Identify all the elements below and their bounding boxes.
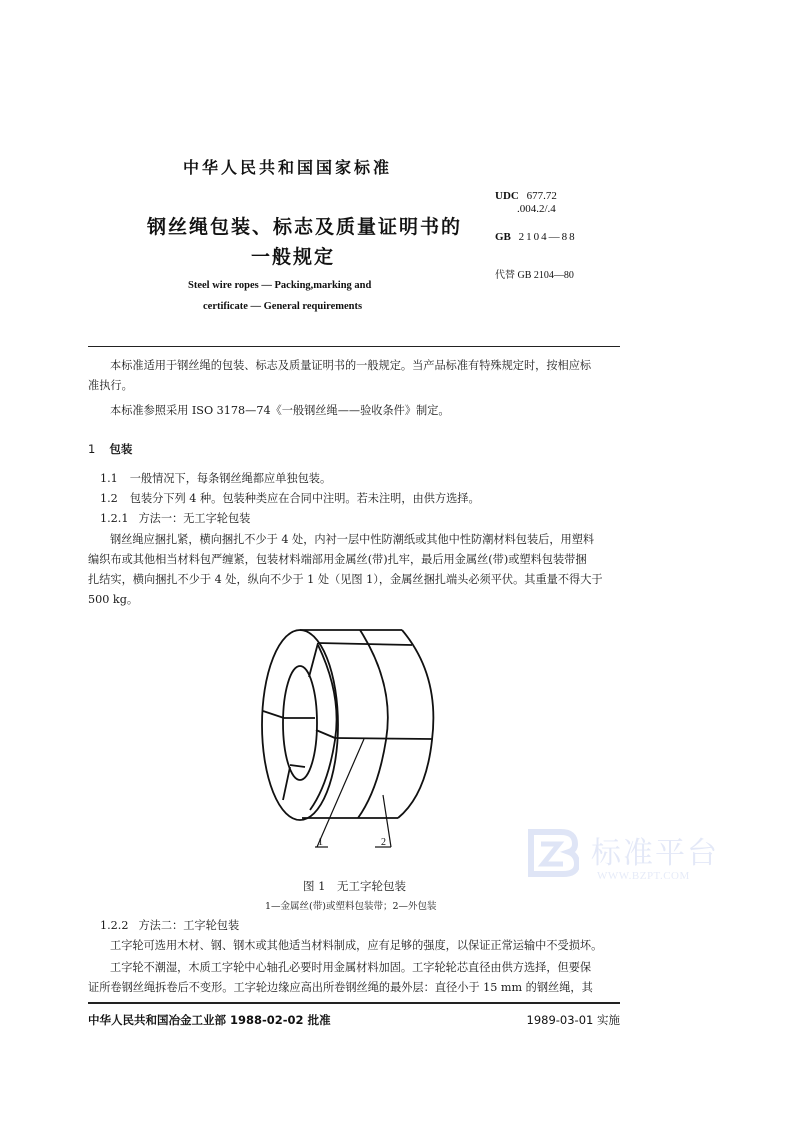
english-title-line1: Steel wire ropes — Packing,marking and xyxy=(188,280,372,291)
footer-divider xyxy=(88,1002,620,1004)
clause-text: 包装分下列 4 种。包装种类应在合同中注明。若未注明，由供方选择。 xyxy=(129,492,480,505)
clause-number: 1.2.1 xyxy=(100,512,129,525)
clause-number: 1.2.2 xyxy=(100,919,129,932)
front-outer-ellipse xyxy=(262,630,338,820)
body-line: 500 kg。 xyxy=(88,593,139,606)
watermark-logo-icon xyxy=(527,826,579,878)
clause-1-2 xyxy=(100,490,480,508)
clause-text: 方法一：无工字轮包装 xyxy=(138,512,251,525)
clause-1-1 xyxy=(100,470,331,488)
clause-1-2-1-body xyxy=(88,530,628,610)
effective-date-text: 1989-03-01 实施 xyxy=(526,1013,620,1027)
gb-value: 2104—88 xyxy=(518,231,577,243)
clause-1-2-2-para-1: 工字轮可选用木材、钢、钢木或其他适当材料制成，应有足够的强度，以保证正常运输中不受损坏。 xyxy=(110,939,603,952)
intro-p1-line1: 本标准适用于钢丝绳的包装、标志及质量证明书的一般规定。当产品标准有特殊规定时，按相应标 xyxy=(110,359,592,372)
english-title-line2: certificate — General requirements xyxy=(203,301,363,312)
body-line: 证所卷钢丝绳拆卷后不变形。工字轮边缘应高出所卷钢丝绳的最外层：直径小于 15 mm 的钢丝绳，其 xyxy=(88,981,593,994)
udc-label: UDC xyxy=(495,190,519,202)
clause-1-2-1 xyxy=(100,510,250,528)
udc-value: 677.72 xyxy=(526,190,557,202)
intro-paragraph-1 xyxy=(88,356,628,396)
document-title-line2: 一般规定 xyxy=(251,246,336,268)
clause-1-2-2 xyxy=(100,917,239,935)
intro-p1-line2: 准执行。 xyxy=(88,379,133,392)
clause-number: 1.1 xyxy=(100,472,118,485)
figure-caption: 图 1 无工字轮包装 xyxy=(303,879,406,893)
body-line: 工字轮不潮湿，木质工字轮中心轴孔必要时用金属材料加固。工字轮轮芯直径由供方选择，但要保 xyxy=(110,961,592,974)
watermark-url: WWW.BZPT.COM xyxy=(597,870,690,882)
udc-code xyxy=(495,190,557,202)
figure-label-1: 1 xyxy=(318,837,323,848)
figure-legend: 1—金属丝(带)或塑料包装带；2—外包装 xyxy=(265,901,437,912)
section-number: 1 xyxy=(88,442,96,456)
gb-number xyxy=(495,231,577,243)
watermark-text: 标准平台 xyxy=(591,836,719,871)
clause-1-2-2-para-2 xyxy=(88,958,628,998)
body-line: 扎结实，横向捆扎不少于 4 处，纵向不少于 1 处（见图 1），金属丝捆扎端头必须平伏。其重量不得大于 xyxy=(88,573,603,586)
approval-note: 中华人民共和国冶金工业部 1988-02-02 批准 xyxy=(88,1013,331,1027)
section-title: 包装 xyxy=(109,442,133,456)
gb-label: GB xyxy=(495,231,511,243)
effective-date xyxy=(527,1012,621,1028)
document-title-line1: 钢丝绳包装、标志及质量证明书的 xyxy=(147,216,463,238)
figure-label-2: 2 xyxy=(381,837,386,848)
header-divider xyxy=(88,346,620,347)
body-line: 编织布或其他相当材料包严缠紧，包装材料端部用金属丝(带)扎牢，最后用金属丝(带)或塑料包装带捆 xyxy=(88,553,587,566)
clause-text: 一般情况下，每条钢丝绳都应单独包装。 xyxy=(129,472,332,485)
clause-number: 1.2 xyxy=(100,492,118,505)
standard-type-heading: 中华人民共和国国家标准 xyxy=(183,158,393,177)
replaces-standard: 代替 GB 2104—80 xyxy=(495,270,574,281)
udc-value-cont: .004.2/.4 xyxy=(517,203,556,215)
intro-paragraph-2: 本标准参照采用 ISO 3178—74《一般钢丝绳——验收条件》制定。 xyxy=(110,404,450,417)
section-1-heading xyxy=(88,441,132,457)
inner-hole xyxy=(283,666,317,780)
coil-packing-diagram xyxy=(250,615,470,875)
clause-text: 方法二：工字轮包装 xyxy=(138,919,240,932)
body-line: 钢丝绳应捆扎紧，横向捆扎不少于 4 处，内衬一层中性防潮纸或其他中性防潮材料包装后，用塑料 xyxy=(110,533,595,546)
